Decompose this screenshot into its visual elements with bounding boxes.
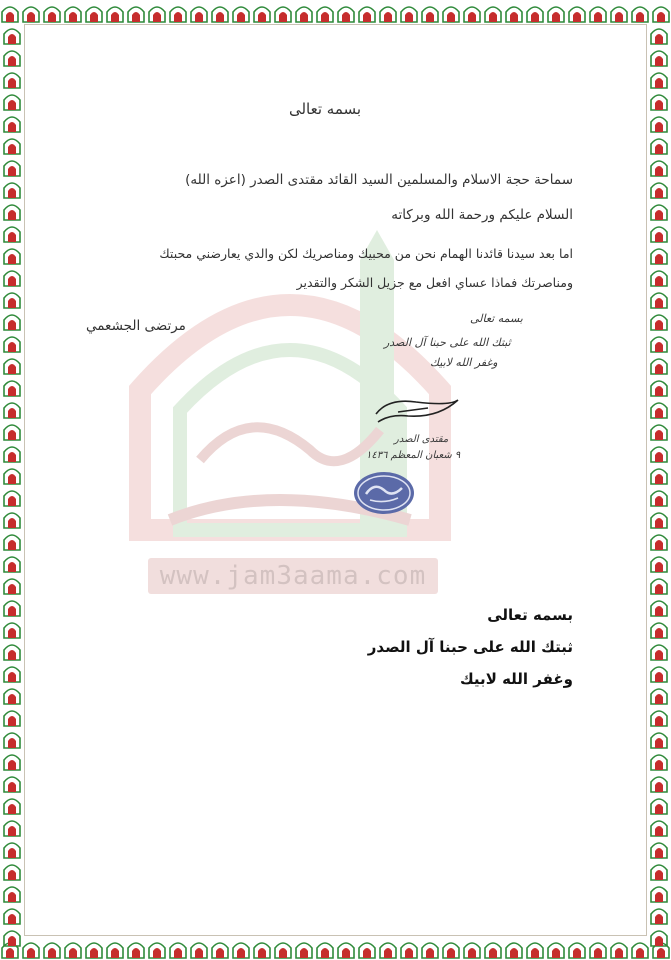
handwritten-line-3: وغفر الله لابيك — [430, 356, 498, 369]
signature-name: مقتدى الصدر — [394, 434, 449, 445]
signature-date: ٩ شعبان المعظم ١٤٣٦ — [366, 450, 461, 461]
decorative-border-right — [647, 0, 671, 960]
typed-reply-line-1: بسمه تعالى — [487, 606, 573, 624]
typed-reply-line-3: وغفر الله لابيك — [459, 670, 573, 688]
decorative-border-left — [0, 0, 24, 960]
letter-greeting: السلام عليكم ورحمة الله وبركاته — [391, 207, 573, 223]
typed-reply-line-2: ثبتك الله على حبنا آل الصدر — [367, 638, 573, 656]
letter-addressee: سماحة حجة الاسلام والمسلمين السيد القائد مقتدى الصدر (اعزه الله) — [185, 172, 573, 188]
handwritten-line-2: ثبتك الله على حبنا آل الصدر — [384, 336, 511, 349]
signature-scribble — [368, 392, 468, 432]
decorative-border-top — [0, 0, 671, 24]
handwritten-line-1: بسمه تعالى — [470, 312, 523, 325]
letter-heading: بسمه تعالى — [288, 100, 362, 118]
letter-body-line-1: اما بعد سيدنا قائدنا الهمام نحن من محبيك ومناصريك لكن والدي يعارضني محبتك — [159, 246, 573, 261]
watermark-url: www.jam3aama.com — [148, 558, 438, 594]
decorative-border-bottom — [0, 936, 671, 960]
letter-sender: مرتضى الجشعمي — [86, 318, 186, 334]
official-stamp — [352, 470, 416, 516]
letter-body-line-2: ومناصرتك فماذا عساي افعل مع جزيل الشكر والتقدير — [296, 275, 573, 290]
